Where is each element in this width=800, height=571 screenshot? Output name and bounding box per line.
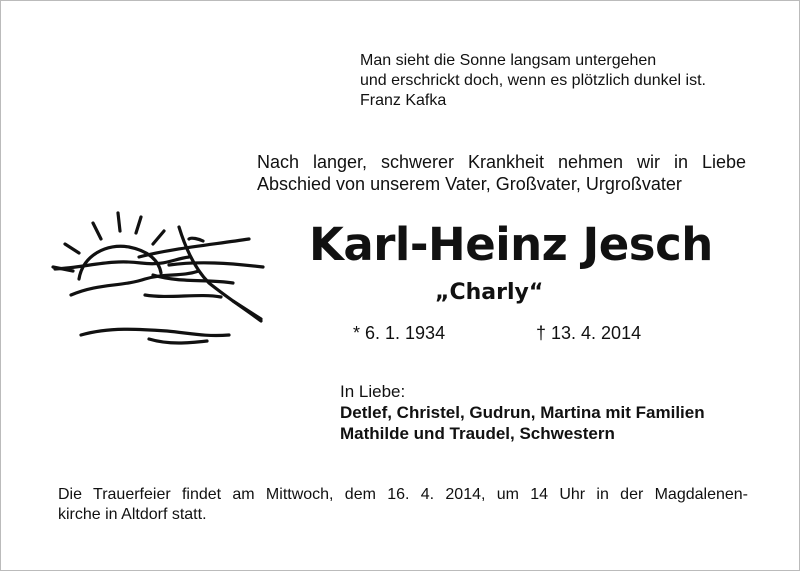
quote-block [360,51,780,111]
mourners-block [340,381,705,444]
funeral-line-1: Die Trauerfeier findet am Mittwoch, dem 16. 4. 2014, um 14 Uhr in der Magdalenen- [58,486,748,503]
quote-line-2: und erschrickt doch, wenn es plötzlich dunkel ist. [360,72,706,89]
intro-line-2: Abschied von unserem Vater, Großvater, Urgroßvater [257,174,682,194]
funeral-info [58,485,748,525]
death-date: † 13. 4. 2014 [536,323,642,343]
funeral-line-2: kirche in Altdorf statt. [58,506,207,523]
birth-date: * 6. 1. 1934 [353,323,446,343]
quote-author: Franz Kafka [360,92,447,109]
mourners-line-1: Detlef, Christel, Gudrun, Martina mit Familien [340,403,705,422]
deceased-name: Karl-Heinz Jesch [309,218,713,271]
intro-line-1: Nach langer, schwerer Krankheit nehmen wir in Liebe [257,152,746,172]
mourners-intro: In Liebe: [340,382,406,401]
mourners-line-2: Mathilde und Traudel, Schwestern [340,424,615,443]
intro-text [257,151,746,195]
quote-line-1: Man sieht die Sonne langsam untergehen [360,52,657,69]
deceased-nickname: „Charly“ [435,280,544,305]
sunset-cross-icon [49,209,269,349]
